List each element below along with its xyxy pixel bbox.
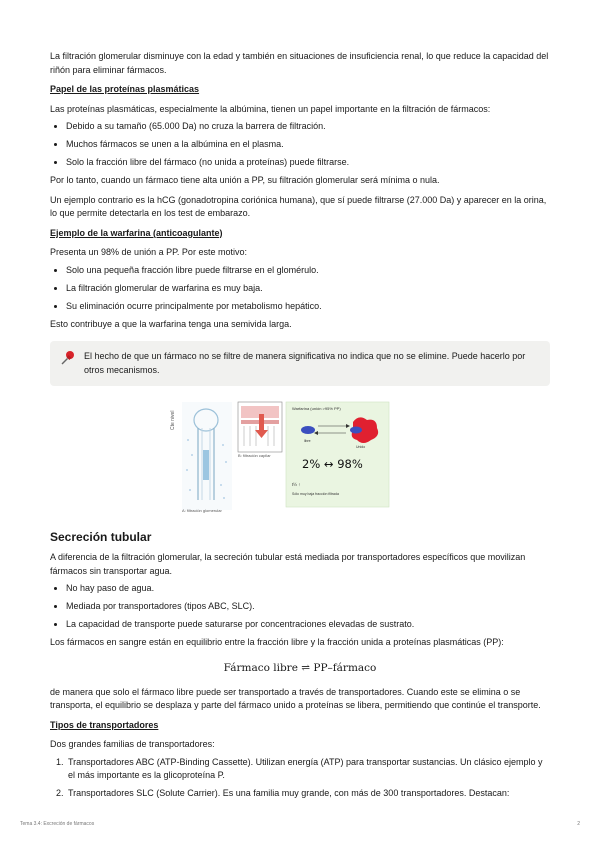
types-lead: Dos grandes familias de transportadores: [50,739,215,749]
pp-conclusion: Por lo tanto, cuando un fármaco tiene alta unión a PP, su filtración glomerular será mínima o nula. [50,175,440,185]
figure-filtration [168,400,433,515]
list-item: • Solo una pequeña fracción libre puede filtrarse en el glomérulo. [66,264,550,278]
warfarin-conclusion: Esto contribuye a que la warfarina tenga una semivida larga. [50,318,292,329]
pp-bullet-list [50,120,550,170]
transporter-list [50,756,550,801]
list-item: • Su eliminación ocurre principalmente por metabolismo hepático. [66,300,550,314]
list-item: • Debido a su tamaño (65.000 Da) no cruza la barrera de filtración. [66,120,550,134]
tubular-bullet-list [50,582,550,632]
list-item: • Solo la fracción libre del fármaco (no unida a proteínas) puede filtrarse. [66,156,550,170]
bound-drug-shape [350,427,362,434]
list-item: • Mediada por transportadores (tipos ABC, SLC). [66,600,550,614]
footer-title: Tema 3.4: Excreción de fármacos [20,821,95,827]
free-drug-shape [301,426,315,434]
warfarin-lead: Presenta un 98% de unión a PP. Por este motivo: [50,247,247,257]
figure-caption-bottom: A: filtración glomerular [181,508,222,513]
figure-caption-left: Cte nivel [169,410,176,430]
panel-free-label: libre [303,439,311,443]
callout-box [50,341,550,386]
document-body [50,50,550,805]
heading-transporter-types: Tipos de transportadores [50,719,159,730]
list-item: • Muchos fármacos se unen a la albúmina en el plasma. [66,138,550,152]
heading-tubular-secretion: Secreción tubular [50,530,152,544]
list-item: • La capacidad de transporte puede saturarse por concentraciones elevadas de sustrato. [66,618,550,632]
pp-lead: Las proteínas plasmáticas, especialmente la albúmina, tienen un papel importante en la filtración de fármacos: [50,103,491,114]
list-item: 1. Transportadores ABC (ATP-Binding Cassette). Utilizan energía (ATP) para transportar sustancias. Un clásico ejemplo y el más importante es la glicoproteína P. [66,756,550,783]
after-formula-text: de manera que solo el fármaco libre puede ser transportado a través de transportadores. Cuando este se elimina o se transporta, el equilibrio se desplaza y parte del fármaco unido a proteínas se libera, permitiendo que continúe el transporte. [50,686,541,710]
heading-plasma-proteins: Papel de las proteínas plasmáticas [50,84,200,94]
panel-note: Sólo muy baja fracción filtrada [291,492,339,496]
list-item: • No hay paso de agua. [66,582,550,596]
callout-text: El hecho de que un fármaco no se filtre de manera significativa no indica que no se elimine. Puede hacerlo por otros mecanismos. [84,351,526,375]
warfarin-bullet-list [50,264,550,314]
intro-paragraph: La filtración glomerular disminuye con la edad y también en situaciones de insuficiencia renal, lo que reduce la capacidad del riñón para eliminar fármacos. [50,51,549,75]
figure-illustration [168,400,433,515]
panel-bound-label: Unido [355,445,365,449]
equilibrium-formula: Fármaco libre ⇌ PP–fármaco [223,661,377,674]
page-footer [20,821,580,827]
figure-caption-panel: B: filtración capilar [237,453,271,458]
filtration-arrow-shaft [259,414,264,432]
ratio-label: 2% ↔ 98% [301,457,363,471]
heading-warfarin: Ejemplo de la warfarina (anticoagulante) [50,227,223,238]
list-item: • La filtración glomerular de warfarina es muy baja. [66,282,550,296]
equilibrium-text: Los fármacos en sangre están en equilibrio entre la fracción libre y la fracción unida a proteínas plasmáticas (PP): [50,637,504,647]
tubule-flow [203,450,209,480]
pushpin-icon [60,350,76,366]
list-item: 2. Transportadores SLC (Solute Carrier). Es una familia muy grande, con más de 300 transportadores. Destacan: [66,787,550,801]
panel-equation: t½ ↑ [291,482,301,487]
tubular-lead: A diferencia de la filtración glomerular, la secreción tubular está mediada por transportadores específicos que movilizan fármacos sin transportar agua. [50,552,526,576]
hcg-example: Un ejemplo contrario es la hCG (gonadotropina coriónica humana), que sí puede filtrarse (27.000 Da) y aparecer en la orina, lo que permite detectarla en los test de embarazo. [50,194,547,218]
page-number: 2 [577,821,580,827]
panel-title: Warfarina (unión >95% PP) [291,406,341,411]
